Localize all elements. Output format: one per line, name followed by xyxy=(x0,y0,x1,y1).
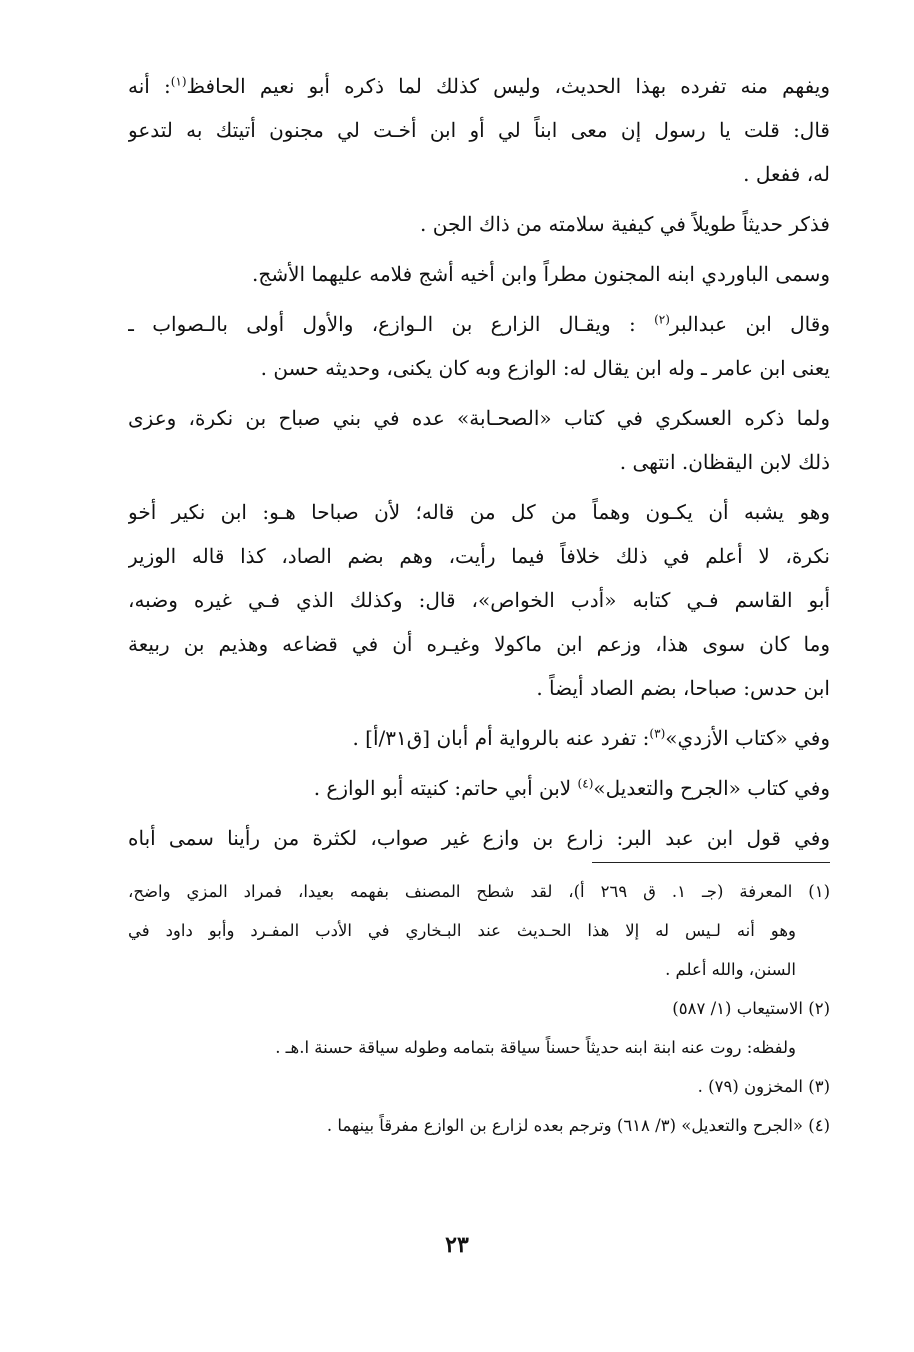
text-line: أبو القاسم فـي كتابه «أدب الخواص»، قال: وكذلك الذي فـي غيره وضبه، xyxy=(128,588,830,612)
text-line: وهو يشبه أن يكـون وهماً من كل من قاله؛ لأن صباحا هـو: ابن نكير أخو xyxy=(128,500,830,524)
footnote-ref-4: (٤) xyxy=(577,776,594,791)
footnote-separator xyxy=(592,862,830,863)
footnote-4 xyxy=(128,1106,830,1145)
paragraph-7 xyxy=(128,716,830,760)
paragraph-8 xyxy=(128,766,830,810)
text-line: قال: قلت يا رسول إن معى ابناً لي أو ابن أخـت لي مجنون أتيتك به لتدعو xyxy=(128,118,830,142)
text-line: فذكر حديثاً طويلاً في كيفية سلامته من ذاك الجن . xyxy=(420,212,830,236)
text-line xyxy=(128,302,830,346)
paragraph-3 xyxy=(128,252,830,296)
footnote-ref-3: (٣) xyxy=(649,726,666,741)
page-number: ٢٣ xyxy=(445,1232,469,1258)
paragraph-1 xyxy=(128,64,830,196)
text-line xyxy=(128,716,830,760)
text-fragment: : تفرد عنه بالرواية أم أبان [ق٣١/أ] . xyxy=(352,726,650,750)
text-line: ولما ذكره العسكري في كتاب «الصحـابة» عده في بني صباح بن نكرة، وعزى xyxy=(128,406,830,430)
text-fragment: : أنه xyxy=(128,74,171,98)
text-line: (١) المعرفة (جـ ١. ق ٢٦٩ أ)، لقد شطح المصنف بفهمه بعيدا، فمراد المزي واضح، xyxy=(128,882,830,901)
footnote-3 xyxy=(128,1067,830,1106)
text-fragment: وقال ابن عبدالبر xyxy=(669,312,830,336)
text-line: وهو أنه لـيس له إلا هذا الحـديث عند البـخاري في الأدب المفـرد وأبو داود في xyxy=(128,921,796,940)
text-fragment: : ويقـال الزارع بن الـوازع، والأول أولى بالـصواب ـ xyxy=(128,312,655,336)
text-line: نكرة، لا أعلم في ذلك خلافاً فيما رأيت، وهم بضم الصاد، كذا قاله الوزير xyxy=(128,544,830,568)
text-line: وفي قول ابن عبد البر: زارع بن وازع غير صواب، لكثرة من رأينا سمى أباه xyxy=(128,826,830,850)
paragraph-6 xyxy=(128,490,830,710)
footnote-ref-2: (٢) xyxy=(654,312,670,327)
main-text xyxy=(128,64,830,866)
footnote-2 xyxy=(128,989,830,1067)
text-fragment: ويفهم منه تفرده بهذا الحديث، وليس كذلك لما ذكره أبو نعيم الحافظ xyxy=(186,74,830,98)
text-line: وما كان سوى هذا، وزعم ابن ماكولا وغيـره أن في قضاعه وهذيم بن ربيعة xyxy=(128,632,830,656)
paragraph-5 xyxy=(128,396,830,484)
text-fragment: وفي «كتاب الأزدي» xyxy=(665,726,830,750)
text-line: ذلك لابن اليقظان. انتهى . xyxy=(619,450,830,474)
text-line: (٤) «الجرح والتعديل» (٣/ ٦١٨) وترجم بعده لزارع بن الوازع مفرقاً بينهما . xyxy=(326,1116,830,1135)
text-fragment: لابن أبي حاتم: كنيته أبو الوازع . xyxy=(313,776,578,800)
text-line: وسمى الباوردي ابنه المجنون مطراً وابن أخيه أشج فلامه عليهما الأشج. xyxy=(252,262,830,286)
footnote-ref-1: (١) xyxy=(170,74,187,89)
text-fragment: وفي كتاب «الجرح والتعديل» xyxy=(593,776,830,800)
paragraph-9 xyxy=(128,816,830,860)
footnote-1 xyxy=(128,872,830,989)
text-line: السنن، والله أعلم . xyxy=(665,960,796,979)
paragraph-4 xyxy=(128,302,830,390)
text-line: يعنى ابن عامر ـ وله ابن يقال له: الوازع وبه كان يكنى، وحديثه حسن . xyxy=(260,356,830,380)
text-line: ولفظه: روت عنه ابنة ابنه حديثاً حسناً سياقة بتمامه وطوله سياقة حسنة ا.هـ . xyxy=(275,1038,796,1057)
text-line: له، ففعل . xyxy=(743,162,830,186)
paragraph-2 xyxy=(128,202,830,246)
text-line: (٢) الاستيعاب (١/ ٥٨٧) xyxy=(672,999,830,1018)
text-line: ابن حدس: صباحا، بضم الصاد أيضاً . xyxy=(536,676,830,700)
footnotes xyxy=(128,872,830,1145)
text-line xyxy=(128,64,830,108)
text-line: (٣) المخزون (٧٩) . xyxy=(697,1077,830,1096)
text-line xyxy=(128,766,830,810)
